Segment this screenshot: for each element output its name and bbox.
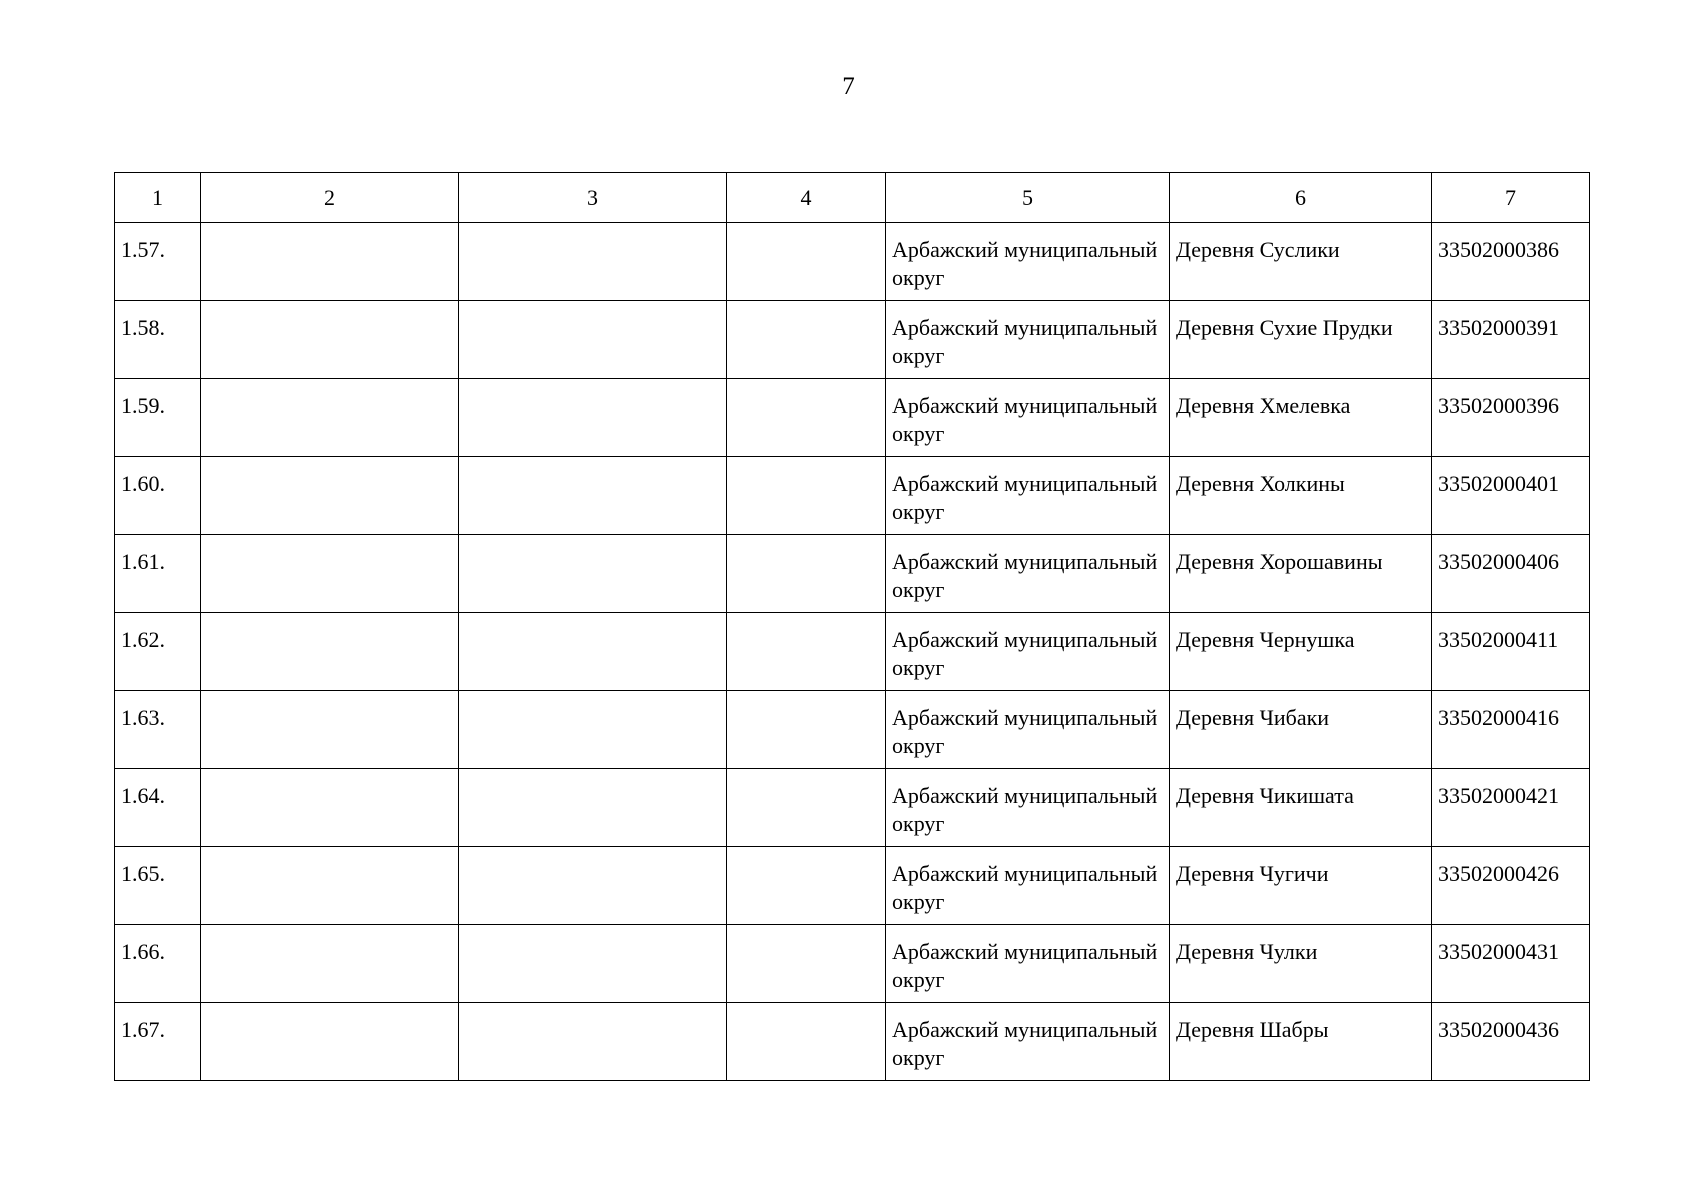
table-row (115, 301, 1590, 379)
table-row (115, 769, 1590, 847)
col-2-cell (201, 223, 459, 301)
page-number: 7 (842, 73, 855, 100)
district-cell: Арбажский муниципальный округ (886, 223, 1170, 301)
code-cell: 33502000426 (1432, 847, 1590, 925)
settlement-cell: Деревня Чулки (1170, 925, 1432, 1003)
settlement-cell: Деревня Хмелевка (1170, 379, 1432, 457)
row-number-cell: 1.64. (115, 769, 201, 847)
col-2-cell (201, 925, 459, 1003)
col-4-cell (727, 379, 886, 457)
row-number-cell: 1.65. (115, 847, 201, 925)
table-row (115, 457, 1590, 535)
header-col-2: 2 (201, 173, 459, 223)
table-row (115, 1003, 1590, 1081)
col-3-cell (459, 691, 727, 769)
row-number-cell: 1.61. (115, 535, 201, 613)
code-cell: 33502000396 (1432, 379, 1590, 457)
header-col-6: 6 (1170, 173, 1432, 223)
district-cell: Арбажский муниципальный округ (886, 457, 1170, 535)
row-number-cell: 1.59. (115, 379, 201, 457)
district-cell: Арбажский муниципальный округ (886, 1003, 1170, 1081)
code-cell: 33502000386 (1432, 223, 1590, 301)
row-number-cell: 1.60. (115, 457, 201, 535)
district-cell: Арбажский муниципальный округ (886, 691, 1170, 769)
settlement-cell: Деревня Чибаки (1170, 691, 1432, 769)
code-cell: 33502000431 (1432, 925, 1590, 1003)
settlement-cell: Деревня Чугичи (1170, 847, 1432, 925)
col-4-cell (727, 535, 886, 613)
table-row (115, 691, 1590, 769)
col-4-cell (727, 613, 886, 691)
col-3-cell (459, 379, 727, 457)
table-row (115, 847, 1590, 925)
settlements-table (114, 172, 1590, 1081)
col-4-cell (727, 847, 886, 925)
col-3-cell (459, 223, 727, 301)
settlement-cell: Деревня Хорошавины (1170, 535, 1432, 613)
header-col-3: 3 (459, 173, 727, 223)
settlement-cell: Деревня Суслики (1170, 223, 1432, 301)
row-number-cell: 1.63. (115, 691, 201, 769)
code-cell: 33502000421 (1432, 769, 1590, 847)
col-3-cell (459, 613, 727, 691)
code-cell: 33502000411 (1432, 613, 1590, 691)
row-number-cell: 1.58. (115, 301, 201, 379)
table-row (115, 379, 1590, 457)
row-number-cell: 1.67. (115, 1003, 201, 1081)
settlement-cell: Деревня Холкины (1170, 457, 1432, 535)
col-4-cell (727, 223, 886, 301)
col-2-cell (201, 1003, 459, 1081)
code-cell: 33502000401 (1432, 457, 1590, 535)
settlement-cell: Деревня Шабры (1170, 1003, 1432, 1081)
col-2-cell (201, 457, 459, 535)
col-3-cell (459, 925, 727, 1003)
header-col-5: 5 (886, 173, 1170, 223)
col-2-cell (201, 535, 459, 613)
district-cell: Арбажский муниципальный округ (886, 379, 1170, 457)
col-2-cell (201, 691, 459, 769)
col-3-cell (459, 301, 727, 379)
settlement-cell: Деревня Чернушка (1170, 613, 1432, 691)
district-cell: Арбажский муниципальный округ (886, 769, 1170, 847)
header-col-7: 7 (1432, 173, 1590, 223)
district-cell: Арбажский муниципальный округ (886, 535, 1170, 613)
header-col-4: 4 (727, 173, 886, 223)
row-number-cell: 1.57. (115, 223, 201, 301)
district-cell: Арбажский муниципальный округ (886, 301, 1170, 379)
col-3-cell (459, 847, 727, 925)
col-2-cell (201, 613, 459, 691)
col-3-cell (459, 457, 727, 535)
col-2-cell (201, 379, 459, 457)
district-cell: Арбажский муниципальный округ (886, 925, 1170, 1003)
col-4-cell (727, 301, 886, 379)
table-row (115, 613, 1590, 691)
col-4-cell (727, 1003, 886, 1081)
table-header (115, 173, 1590, 223)
table-body (115, 223, 1590, 1081)
col-3-cell (459, 535, 727, 613)
table-row (115, 535, 1590, 613)
header-col-1: 1 (115, 173, 201, 223)
col-4-cell (727, 925, 886, 1003)
col-4-cell (727, 691, 886, 769)
settlement-cell: Деревня Сухие Прудки (1170, 301, 1432, 379)
code-cell: 33502000416 (1432, 691, 1590, 769)
col-2-cell (201, 301, 459, 379)
col-2-cell (201, 769, 459, 847)
code-cell: 33502000436 (1432, 1003, 1590, 1081)
district-cell: Арбажский муниципальный округ (886, 613, 1170, 691)
code-cell: 33502000406 (1432, 535, 1590, 613)
col-4-cell (727, 769, 886, 847)
code-cell: 33502000391 (1432, 301, 1590, 379)
table-row (115, 925, 1590, 1003)
col-3-cell (459, 769, 727, 847)
row-number-cell: 1.66. (115, 925, 201, 1003)
district-cell: Арбажский муниципальный округ (886, 847, 1170, 925)
col-3-cell (459, 1003, 727, 1081)
table-row (115, 223, 1590, 301)
col-2-cell (201, 847, 459, 925)
row-number-cell: 1.62. (115, 613, 201, 691)
settlement-cell: Деревня Чикишата (1170, 769, 1432, 847)
header-row (115, 173, 1590, 223)
col-4-cell (727, 457, 886, 535)
